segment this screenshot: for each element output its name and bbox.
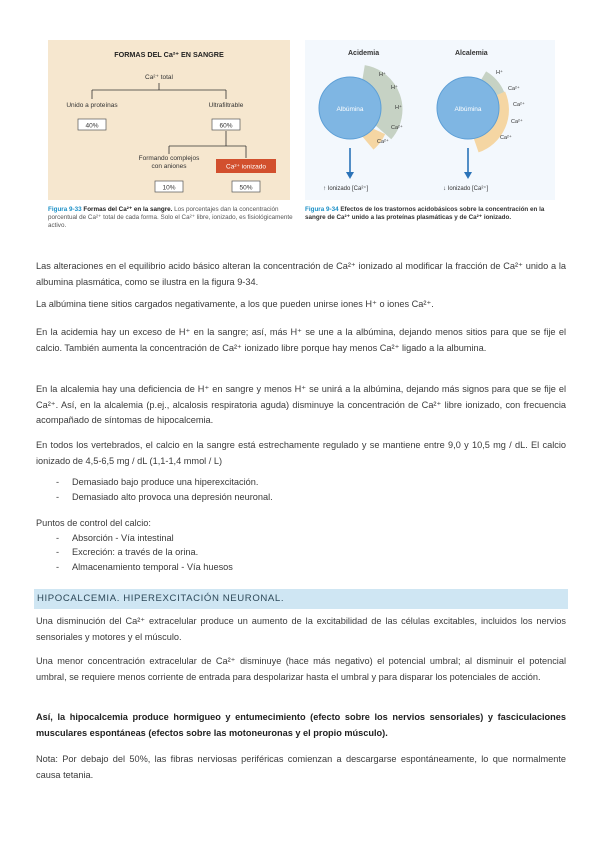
list-item: - Almacenamiento temporal - Vía huesos	[36, 560, 556, 575]
section-heading: HIPOCALCEMIA. HIPEREXCITACIÓN NEURONAL.	[37, 593, 285, 604]
fig34-right-title: Alcalemia	[455, 50, 488, 57]
svg-text:Ca²⁺: Ca²⁺	[513, 102, 525, 108]
paragraph-8: Así, la hipocalcemia produce hormigueo y entumecimiento (efecto sobre los nervios sensoriales) y fasciculaciones musculares espontáneas (efectos sobre las motoneuronas y el propio músculo).	[36, 712, 566, 738]
acid-base-albumin-diagram	[305, 40, 555, 200]
list-item: - Demasiado alto provoca una depresión neuronal.	[36, 490, 556, 505]
fig33-ultra-label: Ultrafiltrable	[208, 102, 244, 109]
svg-text:H⁺: H⁺	[496, 70, 503, 76]
figure-9-33	[48, 40, 290, 200]
excitation-list	[36, 475, 556, 504]
svg-text:Ca²⁺: Ca²⁺	[508, 86, 520, 92]
fig33-complex-pct: 10%	[162, 184, 176, 192]
fig33-protein-label: Unido a proteínas	[66, 102, 118, 109]
fig33-protein-pct: 40%	[85, 122, 99, 130]
svg-text:Albúmina: Albúmina	[454, 106, 482, 113]
svg-text:H⁺: H⁺	[395, 105, 402, 111]
svg-text:Albúmina: Albúmina	[336, 106, 364, 113]
fig33-complex-label-1: Formando complejos	[138, 155, 200, 162]
figure-9-33-caption: Figura 9-33 Formas del Ca²⁺ en la sangre. Los porcentajes dan la concentración porcentual de Ca²⁺ total de cada forma. Solo el Ca²⁺ libre, ionizado, es fisiológicamente activo.	[48, 206, 293, 229]
paragraph-7: Una menor concentración extracelular de Ca²⁺ disminuye (hace más negativo) el potencial umbral; al disminuir el potencial umbral, se requiere menos corriente de entrada para despolarizar hasta el umbral y para disparar los potenciales de acción.	[36, 656, 566, 682]
fig33-title: FORMAS DEL Ca²⁺ EN SANGRE	[114, 50, 224, 59]
list-item: - Absorción - Vía intestinal	[36, 531, 556, 546]
svg-text:Ca²⁺: Ca²⁺	[391, 125, 403, 131]
svg-text:Ca²⁺: Ca²⁺	[377, 139, 389, 145]
fig34-left-title: Acidemia	[348, 50, 380, 57]
svg-text:H⁺: H⁺	[391, 85, 398, 91]
paragraph-9: Nota: Por debajo del 50%, las fibras nerviosas periféricas comienzan a descargarse espontáneamente, lo que normalmente causa tetania.	[36, 754, 566, 780]
paragraph-5: En todos los vertebrados, el calcio en la sangre está estrechamente regulado y se mantiene entre 9,0 y 10,5 mg / dL. El calcio ionizado de 4,5-6,5 mg / dL (1,1-1,4 mmol / L)	[36, 440, 566, 466]
paragraph-4: En la alcalemia hay una deficiencia de H⁺ en sangre y menos H⁺ se unirá a la albúmina, dejando más signos para que se fije el Ca²⁺. Así, en la alcalemia (p.ej., alcalosis respiratoria aguda) disminuye la concentración de Ca²⁺ libre ionizado, con frecuencia acompañado de síntomas de hipocalcemia.	[36, 384, 566, 426]
section-heading-band	[34, 589, 568, 609]
list-item: - Demasiado bajo produce una hiperexcitación.	[36, 475, 556, 490]
calcium-forms-diagram	[48, 40, 290, 200]
fig33-ionized-pct: 50%	[239, 184, 253, 192]
control-points	[36, 516, 556, 574]
fig34-left-result: ↑ Ionizado [Ca²⁺]	[323, 186, 369, 192]
fig33-ultra-pct: 60%	[219, 122, 233, 130]
paragraph-2: La albúmina tiene sitios cargados negativamente, a los que pueden unirse iones H⁺ o iones Ca²⁺.	[36, 299, 434, 309]
fig33-total: Ca²⁺ total	[145, 74, 173, 81]
fig33-complex-label-2: con aniones	[151, 163, 187, 170]
svg-text:Ca²⁺: Ca²⁺	[500, 135, 512, 141]
figure-9-34	[305, 40, 555, 200]
fig33-ionized-label: Ca²⁺ ionizado	[226, 163, 266, 171]
fig34-right-result: ↓ Ionizado [Ca²⁺]	[443, 186, 489, 192]
control-title: Puntos de control del calcio:	[36, 518, 151, 528]
figure-9-34-caption: Figura 9-34 Efectos de los trastornos acidobásicos sobre la concentración en la sangre de Ca²⁺ unido a las proteínas plasmáticas y de Ca²⁺ ionizado.	[305, 206, 545, 221]
list-item: - Excreción: a través de la orina.	[36, 545, 556, 560]
svg-text:Ca²⁺: Ca²⁺	[511, 119, 523, 125]
paragraph-6: Una disminución del Ca²⁺ extracelular produce un aumento de la excitabilidad de las células excitables, incluidos los nervios sensoriales y motores y el músculo.	[36, 616, 566, 642]
svg-text:H⁺: H⁺	[379, 72, 386, 78]
paragraph-1: Las alteraciones en el equilibrio acido básico alteran la concentración de Ca²⁺ ionizado al modificar la fracción de Ca²⁺ unido a la albumina plasmática, como se ilustra en la figura 9-34.	[36, 261, 566, 287]
paragraph-3: En la acidemia hay un exceso de H⁺ en la sangre; así, más H⁺ se une a la albúmina, dejando menos sitios para que se fije el calcio. También aumenta la concentración de Ca²⁺ ionizado libre porque hay menos Ca²⁺ ligado a la albumina.	[36, 327, 566, 353]
